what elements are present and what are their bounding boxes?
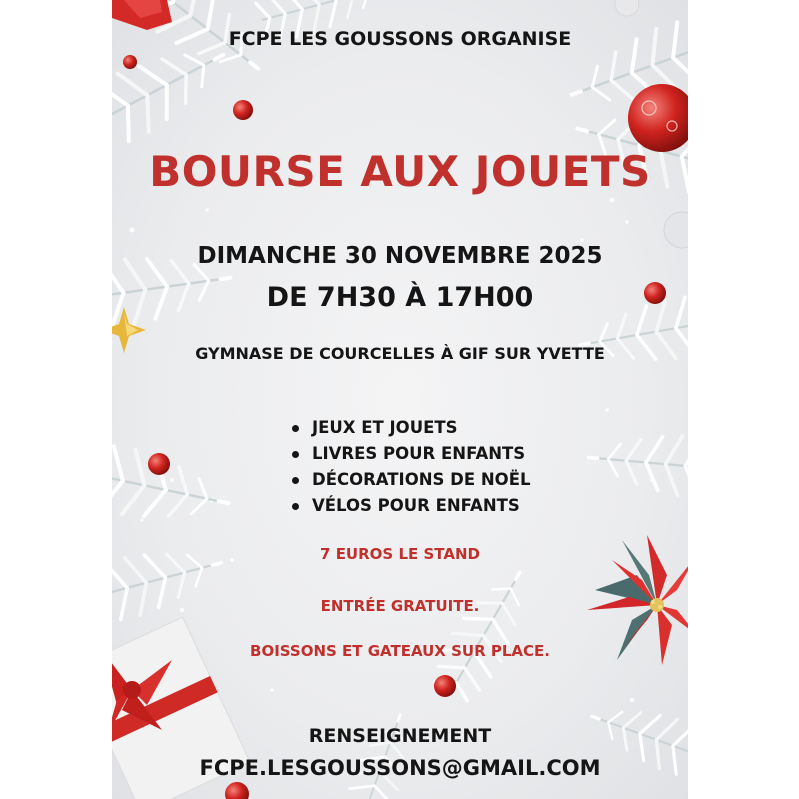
- poster: [112, 0, 688, 799]
- event-date: DIMANCHE 30 NOVEMBRE 2025: [197, 243, 603, 269]
- bullet-icon: [292, 503, 299, 510]
- list-item: LIVRES POUR ENFANTS: [290, 443, 531, 469]
- christmas-decoration: [112, 0, 688, 799]
- contact-email[interactable]: FCPE.LESGOUSSONS@GMAIL.COM: [199, 756, 601, 780]
- contact-label: RENSEIGNEMENT: [308, 725, 492, 747]
- refreshments-note: BOISSONS ET GATEAUX SUR PLACE.: [250, 642, 550, 660]
- bullet-icon: [292, 477, 299, 484]
- bullet-icon: [292, 425, 299, 432]
- list-item: JEUX ET JOUETS: [290, 417, 531, 443]
- event-title: BOURSE AUX JOUETS: [149, 147, 651, 196]
- list-item: VÉLOS POUR ENFANTS: [290, 495, 531, 521]
- event-venue: GYMNASE DE COURCELLES À GIF SUR YVETTE: [195, 344, 605, 363]
- item-list: [290, 417, 531, 521]
- stand-price: 7 EUROS LE STAND: [320, 545, 480, 563]
- bullet-icon: [292, 451, 299, 458]
- organizer-heading: FCPE LES GOUSSONS ORGANISE: [228, 28, 572, 50]
- event-hours: DE 7H30 À 17H00: [266, 282, 534, 313]
- free-entry: ENTRÉE GRATUITE.: [320, 597, 480, 615]
- list-item: DÉCORATIONS DE NOËL: [290, 469, 531, 495]
